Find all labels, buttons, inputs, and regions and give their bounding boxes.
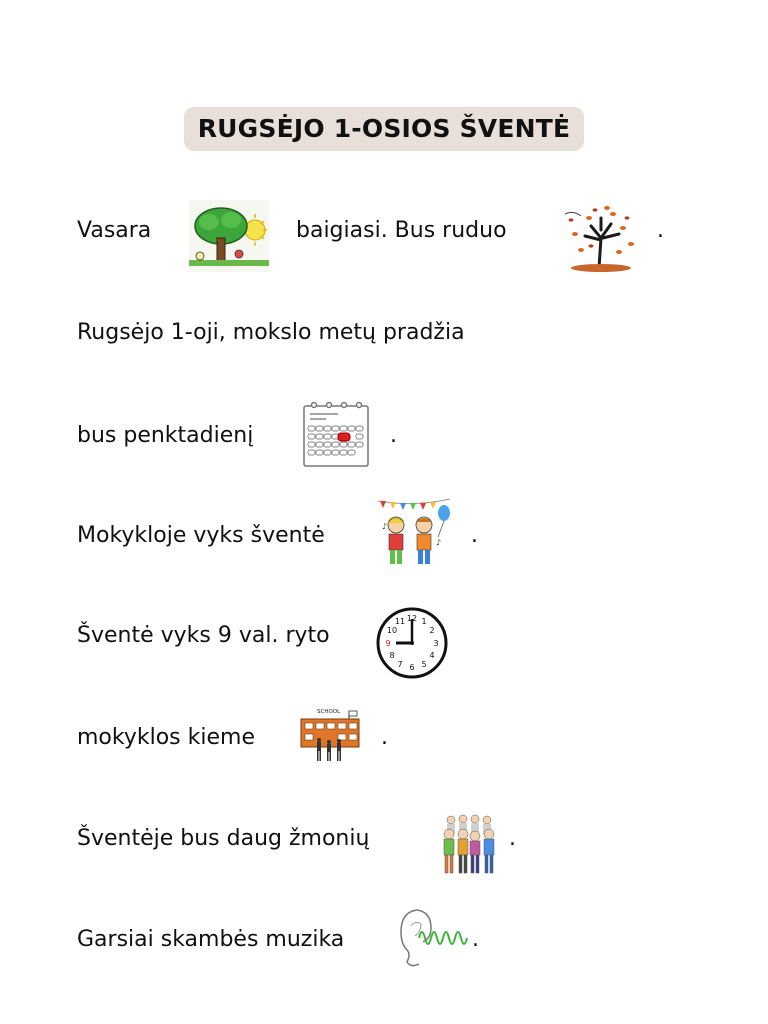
clock-number: 3 (433, 639, 439, 648)
sentence-period: . (657, 218, 664, 243)
children-celebration-icon (376, 495, 454, 567)
sentence-period: . (390, 423, 397, 448)
crowd-of-people-icon (441, 814, 503, 876)
title-container (0, 107, 768, 151)
clock-number: 9 (385, 639, 391, 648)
clock-number: 10 (386, 626, 398, 635)
sentence-line-2 (77, 320, 717, 400)
sentence-text: Rugsėjo 1-oji, mokslo metų pradžia (77, 320, 465, 345)
clock-number: 5 (421, 660, 427, 669)
clock-number: 7 (397, 660, 403, 669)
clock-number: 12 (406, 614, 418, 623)
sentence-line-1 (77, 218, 717, 298)
sentence-text: Garsiai skambės muzika (77, 927, 345, 952)
clock-number: 2 (429, 626, 435, 635)
sentence-line-5 (77, 614, 717, 703)
sentence-period: . (381, 725, 388, 750)
autumn-tree-icon (561, 200, 641, 272)
sentence-text: Vasara (77, 218, 152, 243)
svg-text:♪: ♪ (382, 522, 388, 531)
school-sign: SCHOOL (317, 709, 341, 715)
sentence-line-4 (77, 523, 717, 603)
sentence-line-6 (77, 709, 717, 805)
calendar-icon (302, 400, 370, 468)
sentence-line-7 (77, 826, 717, 906)
school-yard-icon (299, 707, 363, 767)
sentence-period: . (472, 927, 479, 952)
summer-tree-sun-icon (189, 200, 269, 272)
sentence-text: bus penktadienį (77, 423, 254, 448)
clock-number: 6 (409, 663, 415, 672)
clock-nine-icon (374, 607, 450, 679)
sentence-period: . (471, 523, 478, 548)
clock-number: 8 (389, 651, 395, 660)
ear-with-sound-icon (395, 906, 471, 968)
page-title: RUGSĖJO 1-OSIOS ŠVENTĖ (184, 107, 585, 151)
clock-number: 11 (394, 617, 406, 626)
sentence-period: . (509, 826, 516, 851)
sentence-text: Mokykloje vyks šventė (77, 523, 325, 548)
clock-number: 4 (429, 651, 435, 660)
sentence-text: Šventė vyks 9 val. ryto (77, 623, 330, 648)
clock-number: 1 (421, 617, 427, 626)
svg-text:♪: ♪ (436, 538, 442, 547)
sentence-text: mokyklos kieme (77, 725, 255, 750)
sentence-line-8 (77, 927, 717, 1007)
sentence-text: Šventėje bus daug žmonių (77, 826, 370, 851)
sentence-line-3 (77, 423, 717, 503)
sentence-text-continued: baigiasi. Bus ruduo (296, 218, 507, 243)
